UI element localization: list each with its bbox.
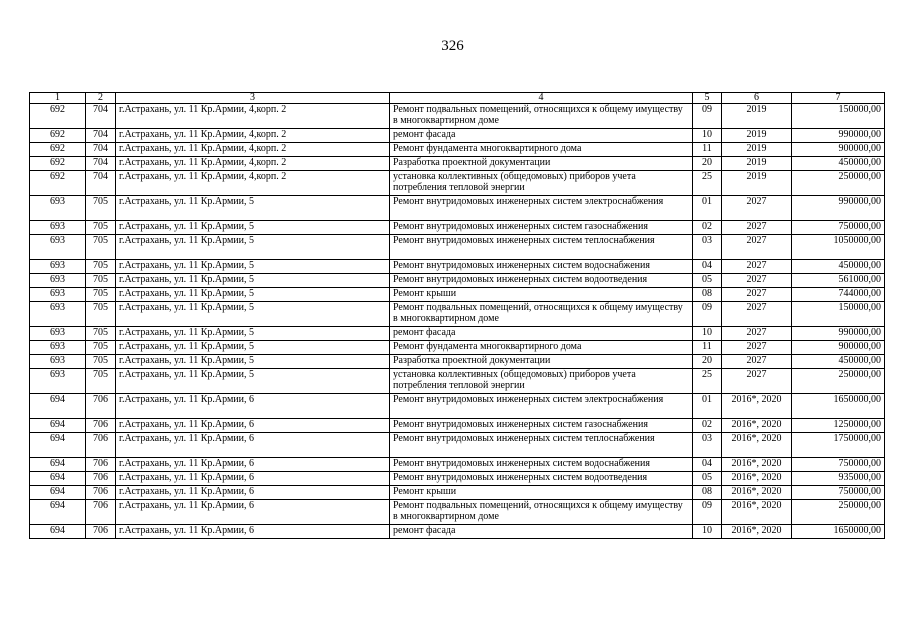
cost-cell: 1650000,00 bbox=[792, 525, 885, 539]
page-number: 326 bbox=[441, 38, 464, 54]
table-row bbox=[30, 486, 885, 500]
row-number-cell: 694 bbox=[30, 486, 86, 500]
year-cell: 2019 bbox=[722, 129, 792, 143]
column-header: 6 bbox=[722, 93, 792, 104]
address-cell: г.Астрахань, ул. 11 Кр.Армии, 6 bbox=[116, 486, 390, 500]
cost-cell: 561000,00 bbox=[792, 274, 885, 288]
table-body bbox=[30, 104, 885, 539]
year-cell: 2027 bbox=[722, 327, 792, 341]
row-number-cell: 693 bbox=[30, 341, 86, 355]
register-number-cell: 705 bbox=[86, 260, 116, 274]
table-row bbox=[30, 369, 885, 394]
register-number-cell: 704 bbox=[86, 129, 116, 143]
table-row bbox=[30, 355, 885, 369]
row-number-cell: 692 bbox=[30, 143, 86, 157]
address-cell: г.Астрахань, ул. 11 Кр.Армии, 6 bbox=[116, 419, 390, 433]
work-type-cell: Ремонт внутридомовых инженерных систем водоснабжения bbox=[390, 260, 693, 274]
row-number-cell: 694 bbox=[30, 525, 86, 539]
table-row bbox=[30, 458, 885, 472]
work-type-cell: Ремонт внутридомовых инженерных систем газоснабжения bbox=[390, 221, 693, 235]
cost-cell: 150000,00 bbox=[792, 302, 885, 327]
table-row bbox=[30, 500, 885, 525]
work-type-cell: Ремонт фундамента многоквартирного дома bbox=[390, 341, 693, 355]
address-cell: г.Астрахань, ул. 11 Кр.Армии, 5 bbox=[116, 274, 390, 288]
address-cell: г.Астрахань, ул. 11 Кр.Армии, 5 bbox=[116, 235, 390, 260]
cost-cell: 250000,00 bbox=[792, 369, 885, 394]
work-type-cell: Ремонт подвальных помещений, относящихся к общему имуществу в многоквартирном доме bbox=[390, 500, 693, 525]
work-code-cell: 02 bbox=[693, 221, 722, 235]
table-row bbox=[30, 341, 885, 355]
address-cell: г.Астрахань, ул. 11 Кр.Армии, 5 bbox=[116, 369, 390, 394]
table-row bbox=[30, 433, 885, 458]
table-row bbox=[30, 143, 885, 157]
work-code-cell: 02 bbox=[693, 419, 722, 433]
year-cell: 2019 bbox=[722, 104, 792, 129]
work-type-cell: Разработка проектной документации bbox=[390, 157, 693, 171]
address-cell: г.Астрахань, ул. 11 Кр.Армии, 5 bbox=[116, 327, 390, 341]
register-number-cell: 704 bbox=[86, 104, 116, 129]
row-number-cell: 692 bbox=[30, 157, 86, 171]
table-row bbox=[30, 129, 885, 143]
address-cell: г.Астрахань, ул. 11 Кр.Армии, 5 bbox=[116, 341, 390, 355]
work-code-cell: 25 bbox=[693, 369, 722, 394]
work-code-cell: 10 bbox=[693, 525, 722, 539]
address-cell: г.Астрахань, ул. 11 Кр.Армии, 4,корп. 2 bbox=[116, 104, 390, 129]
year-cell: 2027 bbox=[722, 260, 792, 274]
work-type-cell: Ремонт внутридомовых инженерных систем водоотведения bbox=[390, 472, 693, 486]
row-number-cell: 694 bbox=[30, 500, 86, 525]
row-number-cell: 694 bbox=[30, 394, 86, 419]
work-type-cell: ремонт фасада bbox=[390, 129, 693, 143]
register-number-cell: 704 bbox=[86, 143, 116, 157]
table-row bbox=[30, 327, 885, 341]
address-cell: г.Астрахань, ул. 11 Кр.Армии, 6 bbox=[116, 433, 390, 458]
address-cell: г.Астрахань, ул. 11 Кр.Армии, 4,корп. 2 bbox=[116, 171, 390, 196]
register-number-cell: 704 bbox=[86, 157, 116, 171]
cost-cell: 750000,00 bbox=[792, 458, 885, 472]
work-type-cell: ремонт фасада bbox=[390, 327, 693, 341]
row-number-cell: 693 bbox=[30, 355, 86, 369]
cost-cell: 150000,00 bbox=[792, 104, 885, 129]
row-number-cell: 694 bbox=[30, 472, 86, 486]
work-type-cell: установка коллективных (общедомовых) приборов учета потребления тепловой энергии bbox=[390, 369, 693, 394]
register-number-cell: 706 bbox=[86, 525, 116, 539]
cost-cell: 990000,00 bbox=[792, 327, 885, 341]
year-cell: 2016*, 2020 bbox=[722, 525, 792, 539]
work-code-cell: 04 bbox=[693, 260, 722, 274]
register-number-cell: 705 bbox=[86, 288, 116, 302]
row-number-cell: 692 bbox=[30, 171, 86, 196]
register-number-cell: 705 bbox=[86, 327, 116, 341]
work-type-cell: Ремонт крыши bbox=[390, 288, 693, 302]
register-number-cell: 705 bbox=[86, 196, 116, 221]
work-code-cell: 01 bbox=[693, 196, 722, 221]
address-cell: г.Астрахань, ул. 11 Кр.Армии, 4,корп. 2 bbox=[116, 143, 390, 157]
work-code-cell: 09 bbox=[693, 104, 722, 129]
work-code-cell: 08 bbox=[693, 288, 722, 302]
row-number-cell: 693 bbox=[30, 221, 86, 235]
register-number-cell: 705 bbox=[86, 221, 116, 235]
work-code-cell: 01 bbox=[693, 394, 722, 419]
register-number-cell: 704 bbox=[86, 171, 116, 196]
column-header: 4 bbox=[390, 93, 693, 104]
table-header-row bbox=[30, 93, 885, 104]
work-type-cell: Ремонт подвальных помещений, относящихся к общему имуществу в многоквартирном доме bbox=[390, 302, 693, 327]
register-number-cell: 705 bbox=[86, 302, 116, 327]
work-code-cell: 05 bbox=[693, 472, 722, 486]
table-row bbox=[30, 419, 885, 433]
row-number-cell: 693 bbox=[30, 288, 86, 302]
work-type-cell: Ремонт крыши bbox=[390, 486, 693, 500]
address-cell: г.Астрахань, ул. 11 Кр.Армии, 6 bbox=[116, 458, 390, 472]
work-code-cell: 11 bbox=[693, 143, 722, 157]
register-number-cell: 705 bbox=[86, 341, 116, 355]
work-type-cell: Ремонт внутридомовых инженерных систем теплоснабжения bbox=[390, 433, 693, 458]
row-number-cell: 692 bbox=[30, 104, 86, 129]
row-number-cell: 693 bbox=[30, 196, 86, 221]
row-number-cell: 694 bbox=[30, 458, 86, 472]
cost-cell: 990000,00 bbox=[792, 129, 885, 143]
year-cell: 2027 bbox=[722, 369, 792, 394]
row-number-cell: 694 bbox=[30, 433, 86, 458]
work-code-cell: 11 bbox=[693, 341, 722, 355]
work-type-cell: Ремонт внутридомовых инженерных систем водоотведения bbox=[390, 274, 693, 288]
cost-cell: 250000,00 bbox=[792, 500, 885, 525]
table-row bbox=[30, 260, 885, 274]
address-cell: г.Астрахань, ул. 11 Кр.Армии, 5 bbox=[116, 196, 390, 221]
year-cell: 2016*, 2020 bbox=[722, 394, 792, 419]
cost-cell: 1050000,00 bbox=[792, 235, 885, 260]
cost-cell: 935000,00 bbox=[792, 472, 885, 486]
column-header: 2 bbox=[86, 93, 116, 104]
work-type-cell: Ремонт внутридомовых инженерных систем электроснабжения bbox=[390, 394, 693, 419]
work-code-cell: 03 bbox=[693, 235, 722, 260]
year-cell: 2019 bbox=[722, 157, 792, 171]
row-number-cell: 693 bbox=[30, 274, 86, 288]
cost-cell: 1250000,00 bbox=[792, 419, 885, 433]
register-number-cell: 706 bbox=[86, 433, 116, 458]
year-cell: 2027 bbox=[722, 196, 792, 221]
work-code-cell: 10 bbox=[693, 129, 722, 143]
register-number-cell: 706 bbox=[86, 419, 116, 433]
register-number-cell: 706 bbox=[86, 394, 116, 419]
cost-cell: 450000,00 bbox=[792, 355, 885, 369]
register-number-cell: 705 bbox=[86, 274, 116, 288]
year-cell: 2027 bbox=[722, 341, 792, 355]
address-cell: г.Астрахань, ул. 11 Кр.Армии, 5 bbox=[116, 221, 390, 235]
cost-cell: 990000,00 bbox=[792, 196, 885, 221]
table-row bbox=[30, 196, 885, 221]
table-row bbox=[30, 235, 885, 260]
year-cell: 2019 bbox=[722, 171, 792, 196]
work-type-cell: Разработка проектной документации bbox=[390, 355, 693, 369]
work-code-cell: 04 bbox=[693, 458, 722, 472]
address-cell: г.Астрахань, ул. 11 Кр.Армии, 6 bbox=[116, 525, 390, 539]
year-cell: 2027 bbox=[722, 288, 792, 302]
capital-repair-table bbox=[29, 92, 885, 539]
address-cell: г.Астрахань, ул. 11 Кр.Армии, 4,корп. 2 bbox=[116, 157, 390, 171]
year-cell: 2027 bbox=[722, 355, 792, 369]
table-row bbox=[30, 157, 885, 171]
register-number-cell: 705 bbox=[86, 235, 116, 260]
address-cell: г.Астрахань, ул. 11 Кр.Армии, 4,корп. 2 bbox=[116, 129, 390, 143]
row-number-cell: 693 bbox=[30, 302, 86, 327]
register-number-cell: 706 bbox=[86, 500, 116, 525]
row-number-cell: 694 bbox=[30, 419, 86, 433]
column-header: 1 bbox=[30, 93, 86, 104]
address-cell: г.Астрахань, ул. 11 Кр.Армии, 5 bbox=[116, 288, 390, 302]
row-number-cell: 693 bbox=[30, 327, 86, 341]
year-cell: 2016*, 2020 bbox=[722, 472, 792, 486]
year-cell: 2016*, 2020 bbox=[722, 500, 792, 525]
address-cell: г.Астрахань, ул. 11 Кр.Армии, 6 bbox=[116, 500, 390, 525]
cost-cell: 450000,00 bbox=[792, 157, 885, 171]
cost-cell: 1750000,00 bbox=[792, 433, 885, 458]
year-cell: 2019 bbox=[722, 143, 792, 157]
cost-cell: 900000,00 bbox=[792, 143, 885, 157]
address-cell: г.Астрахань, ул. 11 Кр.Армии, 5 bbox=[116, 302, 390, 327]
row-number-cell: 693 bbox=[30, 369, 86, 394]
year-cell: 2027 bbox=[722, 235, 792, 260]
work-code-cell: 20 bbox=[693, 355, 722, 369]
work-code-cell: 03 bbox=[693, 433, 722, 458]
row-number-cell: 693 bbox=[30, 260, 86, 274]
year-cell: 2016*, 2020 bbox=[722, 486, 792, 500]
year-cell: 2027 bbox=[722, 302, 792, 327]
work-type-cell: Ремонт фундамента многоквартирного дома bbox=[390, 143, 693, 157]
address-cell: г.Астрахань, ул. 11 Кр.Армии, 6 bbox=[116, 394, 390, 419]
year-cell: 2027 bbox=[722, 221, 792, 235]
work-type-cell: Ремонт внутридомовых инженерных систем водоснабжения bbox=[390, 458, 693, 472]
address-cell: г.Астрахань, ул. 11 Кр.Армии, 5 bbox=[116, 355, 390, 369]
cost-cell: 250000,00 bbox=[792, 171, 885, 196]
work-code-cell: 08 bbox=[693, 486, 722, 500]
table-row bbox=[30, 288, 885, 302]
register-number-cell: 705 bbox=[86, 369, 116, 394]
table-row bbox=[30, 394, 885, 419]
row-number-cell: 692 bbox=[30, 129, 86, 143]
year-cell: 2016*, 2020 bbox=[722, 419, 792, 433]
table-row bbox=[30, 472, 885, 486]
work-code-cell: 20 bbox=[693, 157, 722, 171]
work-type-cell: ремонт фасада bbox=[390, 525, 693, 539]
work-code-cell: 09 bbox=[693, 500, 722, 525]
cost-cell: 450000,00 bbox=[792, 260, 885, 274]
address-cell: г.Астрахань, ул. 11 Кр.Армии, 5 bbox=[116, 260, 390, 274]
register-number-cell: 705 bbox=[86, 355, 116, 369]
column-header: 3 bbox=[116, 93, 390, 104]
year-cell: 2027 bbox=[722, 274, 792, 288]
address-cell: г.Астрахань, ул. 11 Кр.Армии, 6 bbox=[116, 472, 390, 486]
register-number-cell: 706 bbox=[86, 472, 116, 486]
cost-cell: 900000,00 bbox=[792, 341, 885, 355]
work-code-cell: 10 bbox=[693, 327, 722, 341]
work-type-cell: Ремонт внутридомовых инженерных систем газоснабжения bbox=[390, 419, 693, 433]
work-type-cell: Ремонт внутридомовых инженерных систем теплоснабжения bbox=[390, 235, 693, 260]
table-row bbox=[30, 302, 885, 327]
work-type-cell: Ремонт подвальных помещений, относящихся к общему имуществу в многоквартирном доме bbox=[390, 104, 693, 129]
register-number-cell: 706 bbox=[86, 458, 116, 472]
year-cell: 2016*, 2020 bbox=[722, 458, 792, 472]
table-row bbox=[30, 525, 885, 539]
cost-cell: 750000,00 bbox=[792, 486, 885, 500]
year-cell: 2016*, 2020 bbox=[722, 433, 792, 458]
column-header: 5 bbox=[693, 93, 722, 104]
table-row bbox=[30, 221, 885, 235]
table-row bbox=[30, 171, 885, 196]
cost-cell: 1650000,00 bbox=[792, 394, 885, 419]
table-row bbox=[30, 104, 885, 129]
cost-cell: 744000,00 bbox=[792, 288, 885, 302]
column-header: 7 bbox=[792, 93, 885, 104]
work-type-cell: установка коллективных (общедомовых) приборов учета потребления тепловой энергии bbox=[390, 171, 693, 196]
work-code-cell: 05 bbox=[693, 274, 722, 288]
table-row bbox=[30, 274, 885, 288]
register-number-cell: 706 bbox=[86, 486, 116, 500]
cost-cell: 750000,00 bbox=[792, 221, 885, 235]
work-code-cell: 25 bbox=[693, 171, 722, 196]
row-number-cell: 693 bbox=[30, 235, 86, 260]
work-type-cell: Ремонт внутридомовых инженерных систем электроснабжения bbox=[390, 196, 693, 221]
work-code-cell: 09 bbox=[693, 302, 722, 327]
